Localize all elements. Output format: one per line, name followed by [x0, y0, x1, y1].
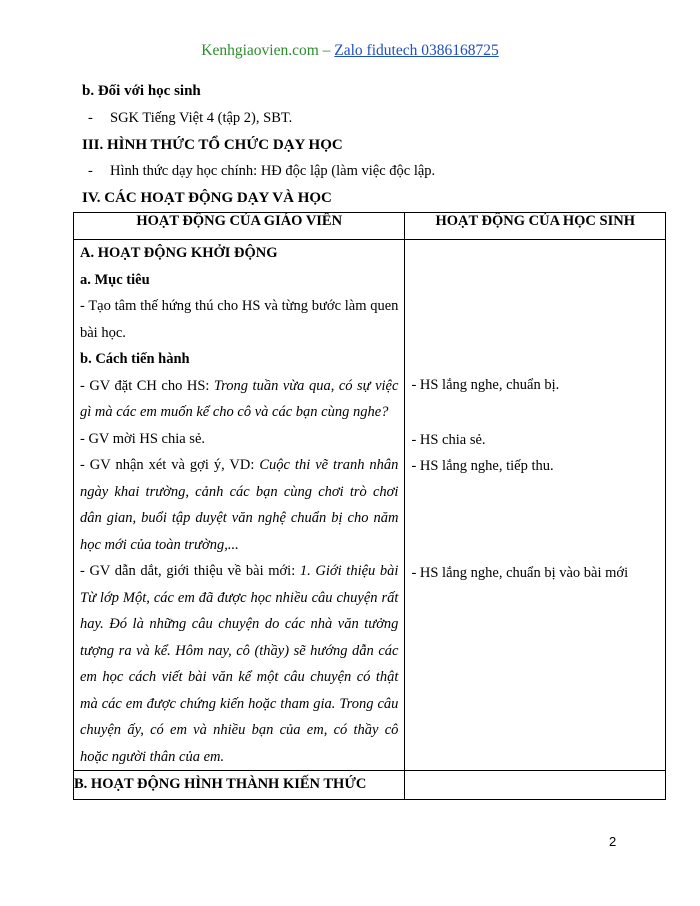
table-header-row [74, 213, 666, 240]
section-a-title: A. HOẠT ĐỘNG KHỞI ĐỘNG [80, 245, 278, 261]
teacher-step-4 [74, 558, 404, 770]
col-header-student: HOẠT ĐỘNG CỦA HỌC SINH [405, 213, 666, 240]
teacher-step-1 [74, 373, 404, 426]
section-b-title: B. HOẠT ĐỘNG HÌNH THÀNH KIẾN THỨC [74, 771, 405, 800]
cach-tien-hanh-title: b. Cách tiến hành [80, 351, 190, 367]
bullet-dash: - [88, 110, 93, 126]
teacher-step-3-example: Cuộc thi vẽ tranh nhân ngày khai trường, cảnh các bạn cùng chơi trò chơi dân gian, buổi tập duyệt văn nghệ chuẩn bị cho năm học mới của toàn trường,... [80, 457, 399, 553]
activities-table [73, 212, 666, 800]
table-row [74, 771, 666, 800]
table-row [74, 240, 666, 771]
teacher-step-4-intro: 1. Giới thiệu bài Từ lớp Một, các em đã được học nhiều câu chuyện rất hay. Đó là những câu chuyện do các nhà văn tưởng tượng ra và kể. Hôm nay, cô (thầy) sẽ hướng dẫn các em học cách viết bài văn kể một câu chuyện có thật mà các em được chứng kiến hoặc tham gia. Trong câu chuyện ấy, có em và nhiều bạn của em, có thầy cô hoặc người thân của em. [80, 563, 399, 765]
student-step-2: - HS chia sẻ. [411, 431, 486, 448]
teacher-activities-cell [74, 240, 405, 771]
page-header [0, 42, 700, 60]
section-b-students-title: b. Đối với học sinh [82, 83, 201, 99]
bullet-hinh-thuc [88, 163, 435, 180]
bullet-dash: - [88, 163, 93, 179]
header-contact-link[interactable]: Zalo fidutech 0386168725 [334, 42, 499, 59]
col-header-teacher: HOẠT ĐỘNG CỦA GIÁO VIÊN [74, 213, 405, 240]
teacher-step-3-text: - GV nhận xét và gợi ý, VD: [80, 457, 260, 473]
bullet-hinh-thuc-text: Hình thức dạy học chính: HĐ độc lập (làm việc độc lập. [110, 163, 436, 179]
section-iii-title: III. HÌNH THỨC TỔ CHỨC DẠY HỌC [82, 137, 343, 153]
teacher-step-3 [74, 452, 404, 558]
teacher-step-1-text: - GV đặt CH cho HS: [80, 377, 214, 394]
student-step-1: - HS lắng nghe, chuẩn bị. [411, 377, 560, 393]
muc-tieu-title: a. Mục tiêu [80, 271, 150, 288]
teacher-step-2: - GV mời HS chia sẻ. [80, 430, 205, 447]
student-step-4: - HS lắng nghe, chuẩn bị vào bài mới [411, 564, 629, 581]
teacher-step-1-question: Trong tuần vừa qua, có sự việc gì mà các em muốn kể cho cô và các bạn cùng nghe? [80, 377, 399, 420]
bullet-sgk [88, 110, 292, 127]
bullet-sgk-text: SGK Tiếng Việt 4 (tập 2), SBT. [110, 110, 293, 126]
section-iv-title: IV. CÁC HOẠT ĐỘNG DẠY VÀ HỌC [82, 190, 332, 206]
student-step-3: - HS lắng nghe, tiếp thu. [411, 458, 554, 474]
student-activities-cell [405, 240, 666, 771]
header-site: Kenhgiaovien.com – [201, 42, 335, 59]
page-number: 2 [609, 834, 617, 849]
teacher-step-4-text: - GV dẫn dắt, giới thiệu về bài mới: [80, 563, 300, 579]
muc-tieu-text: - Tạo tâm thế hứng thú cho HS và từng bước làm quen bài học. [80, 298, 399, 341]
